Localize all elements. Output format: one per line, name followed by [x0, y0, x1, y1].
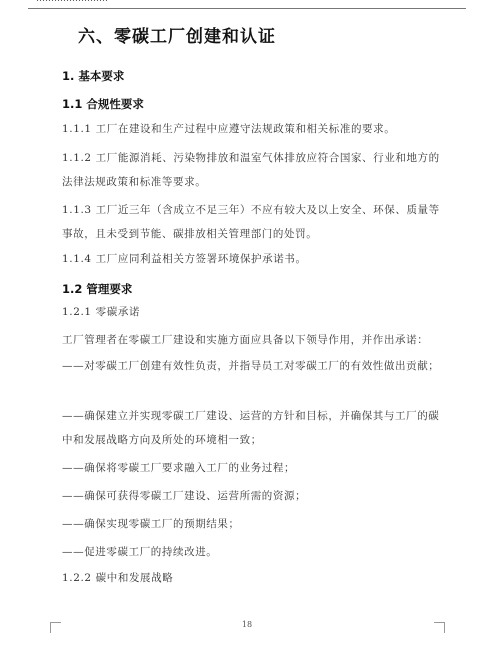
page-number: 18	[241, 620, 253, 629]
paragraph-1-1-1: 1.1.1 工厂在建设和生产过程中应遵守法规政策和相关标准的要求。	[62, 123, 396, 135]
paragraph-1-1-3: 1.1.3 工厂近三年（含成立不足三年）不应有较大及以上安全、环保、质量等事故，且未受到节能、碳排放相关管理部门的处罚。	[62, 204, 440, 240]
bullet-policy-goals: ——确保建立并实现零碳工厂建设、运营的方针和目标，并确保其与工厂的碳中和发展战略方向及所处的环境相一致；	[62, 410, 440, 446]
paragraph-commitment: 工厂管理者在零碳工厂建设和实施方面应具备以下领导作用，并作出承诺：	[62, 334, 429, 346]
bullet-continuous-improvement: ——促进零碳工厂的持续改进。	[62, 546, 218, 558]
header-text	[36, 0, 108, 4]
header-rule	[28, 8, 466, 9]
page-header	[28, 0, 466, 10]
paragraph-1-1-4: 1.1.4 工厂应同利益相关方签署环境保护承诺书。	[62, 253, 307, 265]
bullet-business-process: ——确保将零碳工厂要求融入工厂的业务过程；	[62, 462, 296, 474]
heading-basic-requirements: 1. 基本要求	[62, 69, 125, 83]
heading-management: 1.2 管理要求	[62, 282, 133, 296]
paragraph-1-1-2: 1.1.2 工厂能源消耗、污染物排放和温室气体排放应符合国家、行业和地方的法律法规政策和标准等要求。	[62, 152, 440, 188]
bullet-effectiveness: ——对零碳工厂创建有效性负责，并指导员工对零碳工厂的有效性做出贡献；	[62, 360, 440, 372]
heading-compliance: 1.1 合规性要求	[62, 97, 144, 111]
bullet-resources: ——确保可获得零碳工厂建设、运营所需的资源；	[62, 490, 307, 502]
bullet-expected-results: ——确保实现零碳工厂的预期结果；	[62, 518, 240, 530]
section-title: 六、零碳工厂创建和认证	[78, 27, 276, 47]
paragraph-1-2-2: 1.2.2 碳中和发展战略	[62, 572, 174, 584]
paragraph-1-2-1: 1.2.1 零碳承诺	[62, 306, 141, 318]
